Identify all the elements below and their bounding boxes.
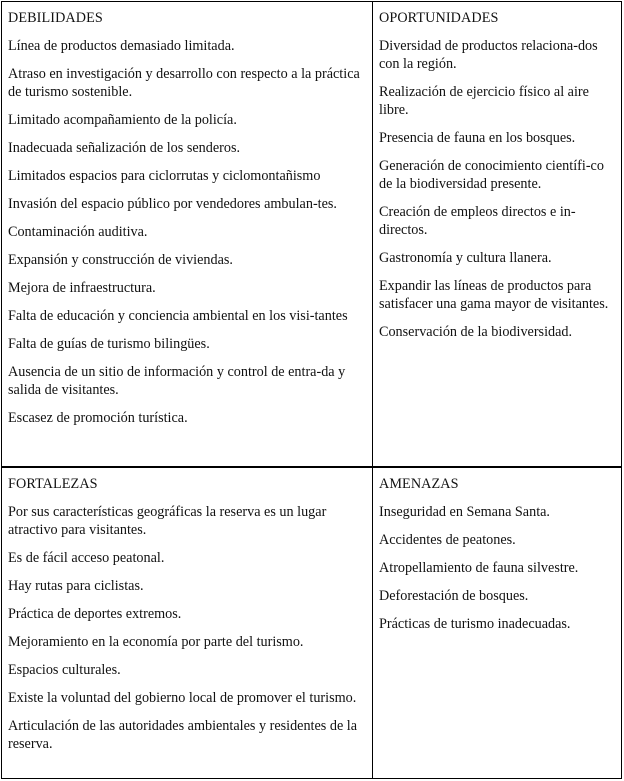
- amenazas-cell: [373, 468, 621, 778]
- list-item: Contaminación auditiva.: [8, 224, 148, 240]
- list-item: Accidentes de peatones.: [379, 532, 516, 548]
- list-item: Invasión del espacio público por vendedores ambulan-tes.: [8, 196, 337, 212]
- list-item: Expandir las líneas de productos para satisfacer una gama mayor de visitantes.: [379, 278, 609, 312]
- list-item: Expansión y construcción de viviendas.: [8, 252, 233, 268]
- list-item: Mejoramiento en la economía por parte del turismo.: [8, 634, 304, 650]
- list-item: Atropellamiento de fauna silvestre.: [379, 560, 579, 576]
- list-item: Limitado acompañamiento de la policía.: [8, 112, 237, 128]
- list-item: Gastronomía y cultura llanera.: [379, 250, 552, 266]
- list-item: Limitados espacios para ciclorrutas y ciclomontañismo: [8, 168, 321, 184]
- list-item: Conservación de la biodiversidad.: [379, 324, 573, 340]
- list-item: Es de fácil acceso peatonal.: [8, 550, 165, 566]
- debilidades-cell: [2, 2, 373, 468]
- list-item: Espacios culturales.: [8, 662, 121, 678]
- list-item: Por sus características geográficas la reserva es un lugar atractivo para visitantes.: [8, 504, 327, 538]
- list-item: Realización de ejercicio físico al aire libre.: [379, 84, 589, 118]
- list-item: Articulación de las autoridades ambientales y residentes de la reserva.: [8, 718, 358, 752]
- list-item: Creación de empleos directos e in-directos.: [379, 204, 576, 238]
- debilidades-list: [8, 37, 366, 427]
- list-item: Presencia de fauna en los bosques.: [379, 130, 576, 146]
- list-item: Deforestación de bosques.: [379, 588, 529, 604]
- list-item: Inseguridad en Semana Santa.: [379, 504, 550, 520]
- list-item: Diversidad de productos relaciona-dos con la región.: [379, 38, 598, 72]
- list-item: Atraso en investigación y desarrollo con respecto a la práctica de turismo sostenible.: [8, 66, 360, 100]
- debilidades-heading: DEBILIDADES: [8, 10, 103, 26]
- list-item: Práctica de deportes extremos.: [8, 606, 182, 622]
- list-item: Existe la voluntad del gobierno local de promover el turismo.: [8, 690, 357, 706]
- oportunidades-heading: OPORTUNIDADES: [379, 10, 499, 26]
- list-item: Ausencia de un sitio de información y control de entra-da y salida de visitantes.: [8, 364, 346, 398]
- list-item: Línea de productos demasiado limitada.: [8, 38, 235, 54]
- fortalezas-cell: [2, 468, 373, 778]
- swot-table: [1, 1, 622, 779]
- list-item: Falta de guías de turismo bilingües.: [8, 336, 210, 352]
- fortalezas-heading: FORTALEZAS: [8, 476, 98, 492]
- list-item: Escasez de promoción turística.: [8, 410, 188, 426]
- list-item: Falta de educación y conciencia ambiental en los visi-tantes: [8, 308, 348, 324]
- amenazas-list: [379, 503, 615, 633]
- list-item: Prácticas de turismo inadecuadas.: [379, 616, 571, 632]
- oportunidades-list: [379, 37, 615, 341]
- list-item: Hay rutas para ciclistas.: [8, 578, 144, 594]
- list-item: Mejora de infraestructura.: [8, 280, 156, 296]
- amenazas-heading: AMENAZAS: [379, 476, 459, 492]
- list-item: Generación de conocimiento científi-co de la biodiversidad presente.: [379, 158, 604, 192]
- oportunidades-cell: [373, 2, 621, 468]
- list-item: Inadecuada señalización de los senderos.: [8, 140, 241, 156]
- fortalezas-list: [8, 503, 366, 753]
